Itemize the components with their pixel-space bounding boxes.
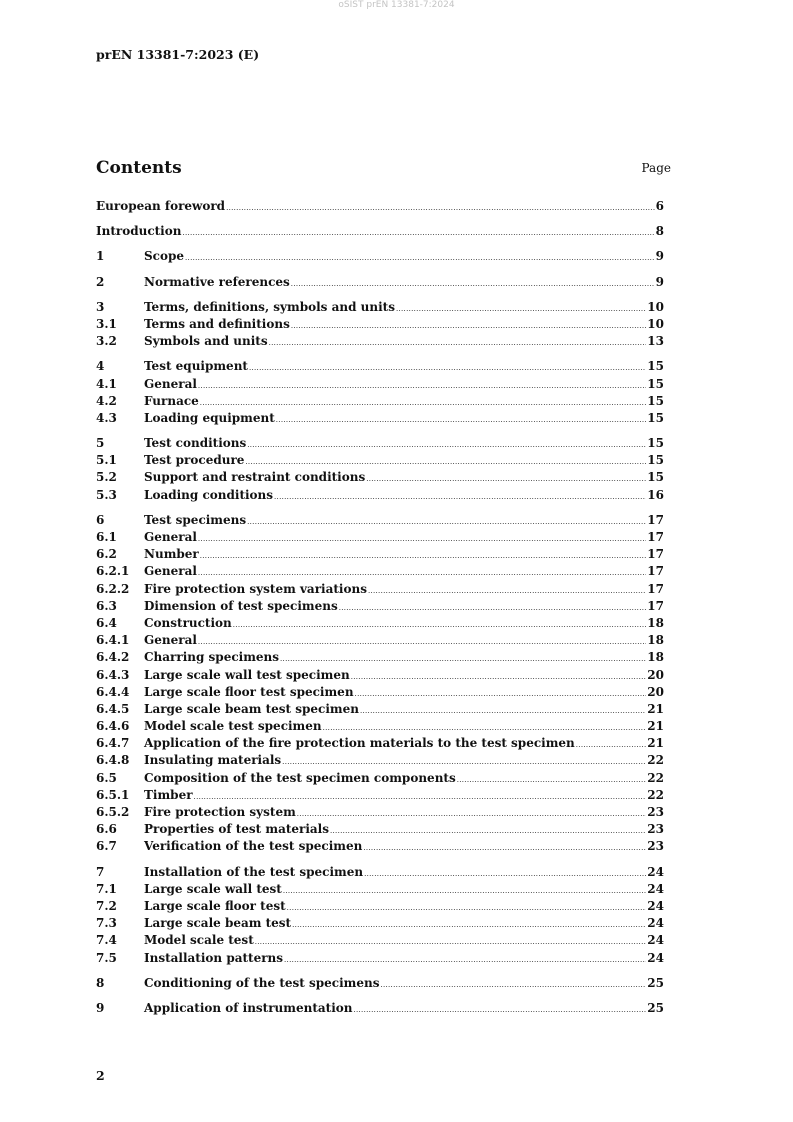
dot-leader [255,932,647,951]
toc-entry-page: 22 [647,770,664,785]
dot-leader [355,684,647,703]
dot-leader [330,821,646,840]
toc-entry-number: 6.2.1 [96,564,130,579]
toc-entry-number: 4.1 [96,376,117,391]
toc-entry-title[interactable]: General [144,633,197,648]
watermark: oSIST prEN 13381-7:2024 [338,0,455,10]
toc-entry-page: 16 [647,487,664,502]
toc-entry[interactable] [96,932,664,949]
toc-entry-number: 6.5 [96,770,117,785]
toc-entry-page: 13 [647,334,664,349]
dot-leader [364,864,646,883]
dot-leader [274,487,646,506]
toc-entry[interactable] [96,299,664,316]
toc-entry-page: 20 [647,667,664,682]
toc-entry[interactable] [96,838,664,855]
toc-entry-title[interactable]: Composition of the test specimen components [144,770,456,785]
toc-entry-title[interactable]: Terms and definitions [144,316,290,331]
toc-group [96,248,664,265]
toc-entry-page: 23 [647,805,664,819]
toc-entry-title[interactable]: General [144,564,197,579]
toc-entry-title[interactable]: Charring specimens [144,650,280,665]
toc-entry-page: 15 [647,436,664,451]
toc-entry-title[interactable]: Installation of the test specimen [144,864,364,879]
toc-entry[interactable] [96,223,664,240]
toc-entry[interactable] [96,735,664,752]
toc-entry[interactable] [96,469,664,486]
toc-entry-number: 5.1 [96,453,117,468]
dot-leader [380,975,646,994]
dot-leader [366,469,646,488]
dot-leader [280,649,646,668]
dot-leader [276,410,647,429]
toc-entry-title[interactable]: Large scale beam test [144,916,292,931]
toc-entry[interactable] [96,487,664,504]
toc-entry-page: 24 [647,864,664,879]
dot-leader [198,632,646,651]
toc-entry[interactable] [96,898,664,915]
toc-entry[interactable] [96,435,664,452]
toc-entry-number: 8 [96,975,105,990]
toc-entry-title[interactable]: Conditioning of the test specimens [144,975,380,990]
toc-entry[interactable] [96,787,664,804]
toc-entry[interactable] [96,1000,664,1017]
toc-entry[interactable] [96,581,664,598]
toc-entry-title[interactable]: Model scale test [144,933,254,948]
toc-entry-number: 5.2 [96,470,117,485]
toc-entry-page: 24 [647,881,664,896]
toc-entry-number: 5 [96,436,105,451]
page-column-label: Page [641,161,671,175]
toc-entry-page: 8 [655,224,664,239]
toc-entry[interactable] [96,410,664,427]
toc-entry-page: 9 [655,249,664,264]
toc-entry-title[interactable]: Terms, definitions, symbols and units [144,299,395,314]
dot-leader [282,752,646,771]
toc-entry-page: 21 [647,719,664,734]
toc-entry-number: 1 [96,249,105,264]
toc-group [96,512,664,856]
toc-entry-number: 6.4.7 [96,736,130,751]
table-of-contents [96,198,664,1025]
toc-entry[interactable] [96,864,664,881]
toc-entry-number: 6.2.2 [96,581,130,596]
toc-entry-title[interactable]: Insulating materials [144,753,282,768]
dot-leader [233,615,647,634]
toc-entry-title[interactable]: Model scale test specimen [144,719,322,734]
dot-leader [194,787,647,806]
toc-entry-number: 6 [96,512,105,527]
toc-entry[interactable] [96,804,664,821]
toc-entry-page: 10 [647,316,664,331]
toc-entry-number: 9 [96,1000,105,1015]
toc-group [96,864,664,967]
toc-entry-page: 17 [647,530,664,544]
dot-leader [396,299,646,318]
toc-entry[interactable] [96,563,664,580]
dot-leader [457,770,647,789]
toc-entry-number: 6.4.1 [96,633,130,648]
toc-entry-title[interactable]: Furnace [144,393,199,408]
toc-entry[interactable] [96,512,664,529]
toc-entry-number: 6.4.4 [96,684,130,699]
toc-entry-page: 15 [647,359,664,374]
dot-leader [198,563,646,582]
toc-entry-page: 15 [647,453,664,468]
toc-entry-title[interactable]: Test specimens [144,512,247,527]
toc-entry-number: 4.3 [96,410,117,425]
toc-entry-page: 15 [647,393,664,408]
toc-entry[interactable] [96,684,664,701]
toc-entry-number: 7.5 [96,950,117,965]
toc-entry-title[interactable]: Test equipment [144,359,248,374]
toc-entry-number: 7 [96,864,105,879]
toc-group [96,1000,664,1017]
toc-entry-title[interactable]: Introduction [96,224,182,239]
dot-leader [351,667,647,686]
toc-entry-page: 23 [647,839,664,854]
toc-entry[interactable] [96,452,664,469]
toc-group [96,198,664,215]
toc-entry-page: 18 [647,633,664,648]
toc-entry-number: 3 [96,299,105,314]
toc-entry[interactable] [96,248,664,265]
toc-entry-number: 5.3 [96,487,117,502]
toc-entry-page: 22 [647,753,664,768]
toc-entry-page: 22 [647,787,664,802]
toc-entry-number: 7.4 [96,933,117,948]
toc-entry-title[interactable]: Verification of the test specimen [144,839,363,854]
dot-leader [182,223,654,242]
toc-entry-title[interactable]: General [144,530,197,544]
toc-entry[interactable] [96,358,664,375]
toc-entry[interactable] [96,615,664,632]
toc-entry-title[interactable]: General [144,376,197,391]
dot-leader [323,718,647,737]
toc-group [96,223,664,240]
toc-entry-number: 4 [96,359,105,374]
dot-leader [247,435,646,454]
toc-entry-title[interactable]: Fire protection system variations [144,581,367,596]
toc-entry-number: 7.1 [96,881,117,896]
toc-entry-page: 23 [647,822,664,837]
toc-entry-number: 6.4 [96,615,117,630]
toc-entry-title[interactable]: Large scale floor test [144,898,286,913]
dot-leader [360,701,646,720]
dot-leader [576,735,647,754]
toc-entry-title[interactable]: Application of instrumentation [144,1000,353,1015]
dot-leader [292,915,646,934]
toc-entry-title[interactable]: Fire protection system [144,805,296,819]
toc-entry-title[interactable]: European foreword [96,199,226,213]
dot-leader [249,358,646,377]
toc-entry[interactable] [96,333,664,350]
toc-entry[interactable] [96,718,664,735]
toc-entry[interactable] [96,529,664,546]
toc-entry-title[interactable]: Large scale floor test specimen [144,684,354,699]
dot-leader [284,950,646,969]
toc-entry-title[interactable]: Properties of test materials [144,822,329,837]
toc-entry-number: 6.5.2 [96,805,130,819]
toc-entry[interactable] [96,316,664,333]
dot-leader [245,452,646,471]
toc-group [96,435,664,504]
toc-entry-number: 7.3 [96,916,117,931]
toc-entry-title[interactable]: Loading equipment [144,410,275,425]
toc-entry[interactable] [96,701,664,718]
dot-leader [200,546,647,565]
toc-group [96,975,664,992]
toc-entry-page: 25 [647,1000,664,1015]
toc-entry-page: 24 [647,916,664,931]
toc-entry-page: 15 [647,410,664,425]
dot-leader [297,804,647,823]
toc-entry[interactable] [96,752,664,769]
toc-group [96,358,664,427]
toc-entry-page: 24 [647,933,664,948]
toc-group [96,274,664,291]
toc-entry-page: 17 [647,598,664,613]
toc-entry-title[interactable]: Application of the fire protection materials to the test specimen [144,736,575,751]
dot-leader [185,248,655,267]
dot-leader [247,512,646,531]
toc-entry-title[interactable]: Timber [144,787,193,802]
toc-entry[interactable] [96,667,664,684]
toc-entry-title[interactable]: Test procedure [144,453,245,468]
toc-entry-number: 6.4.5 [96,701,130,716]
toc-entry-number: 6.7 [96,839,117,854]
toc-entry-number: 6.3 [96,598,117,613]
toc-entry-title[interactable]: Support and restraint conditions [144,470,366,485]
toc-entry-page: 17 [647,512,664,527]
toc-entry[interactable] [96,393,664,410]
toc-entry-title[interactable]: Symbols and units [144,334,268,349]
contents-heading: Contents [96,158,182,178]
toc-entry[interactable] [96,770,664,787]
toc-entry-page: 20 [647,684,664,699]
dot-leader [269,333,647,352]
toc-entry[interactable] [96,821,664,838]
toc-entry-page: 17 [647,581,664,596]
dot-leader [287,898,647,917]
toc-entry-page: 17 [647,547,664,562]
toc-entry-page: 25 [647,975,664,990]
toc-entry[interactable] [96,632,664,649]
toc-entry-title[interactable]: Large scale beam test specimen [144,701,359,716]
toc-entry-number: 3.2 [96,334,117,349]
toc-entry[interactable] [96,376,664,393]
toc-entry[interactable] [96,881,664,898]
toc-entry[interactable] [96,198,664,215]
dot-leader [291,316,646,335]
toc-entry[interactable] [96,274,664,291]
toc-entry-number: 6.4.3 [96,667,130,682]
toc-entry-title[interactable]: Test conditions [144,436,247,451]
toc-entry-number: 6.4.2 [96,650,130,665]
toc-entry-number: 4.2 [96,393,117,408]
toc-entry[interactable] [96,915,664,932]
toc-entry[interactable] [96,649,664,666]
dot-leader [198,376,646,395]
toc-entry-page: 18 [647,615,664,630]
dot-leader [200,393,647,412]
toc-entry[interactable] [96,975,664,992]
toc-entry-number: 6.2 [96,547,117,562]
toc-entry-number: 2 [96,274,105,289]
toc-entry-number: 7.2 [96,898,117,913]
toc-entry-page: 21 [647,701,664,716]
toc-entry-title[interactable]: Large scale wall test [144,881,282,896]
toc-entry[interactable] [96,950,664,967]
dot-leader [226,198,655,217]
toc-entry-page: 18 [647,650,664,665]
toc-entry-number: 6.4.8 [96,753,130,768]
toc-entry-title[interactable]: Dimension of test specimens [144,598,338,613]
toc-entry-title[interactable]: Number [144,547,199,562]
dot-leader [283,881,646,900]
document-identifier: prEN 13381-7:2023 (E) [96,47,260,62]
toc-entry-page: 24 [647,950,664,965]
toc-entry-number: 3.1 [96,316,117,331]
toc-entry-page: 9 [655,274,664,289]
toc-entry-title[interactable]: Construction [144,615,232,630]
toc-entry-title[interactable]: Large scale wall test specimen [144,667,350,682]
toc-group [96,299,664,351]
page-number: 2 [96,1068,105,1083]
toc-entry-title[interactable]: Scope [144,249,185,264]
toc-entry-page: 15 [647,470,664,485]
dot-leader [363,838,646,857]
toc-entry-page: 15 [647,376,664,391]
toc-entry-number: 6.6 [96,822,117,837]
dot-leader [368,581,646,600]
toc-entry-title[interactable]: Installation patterns [144,950,284,965]
toc-entry-page: 21 [647,736,664,751]
toc-entry-number: 6.1 [96,530,117,544]
toc-entry-title[interactable]: Loading conditions [144,487,274,502]
toc-entry-page: 17 [647,564,664,579]
dot-leader [291,274,655,293]
toc-entry-title[interactable]: Normative references [144,274,290,289]
dot-leader [339,598,647,617]
toc-entry[interactable] [96,598,664,615]
toc-entry-number: 6.4.6 [96,719,130,734]
toc-entry-page: 10 [647,299,664,314]
toc-entry-page: 24 [647,898,664,913]
toc-entry-number: 6.5.1 [96,787,130,802]
dot-leader [353,1000,646,1019]
toc-entry[interactable] [96,546,664,563]
dot-leader [198,529,646,548]
toc-entry-page: 6 [655,199,664,213]
